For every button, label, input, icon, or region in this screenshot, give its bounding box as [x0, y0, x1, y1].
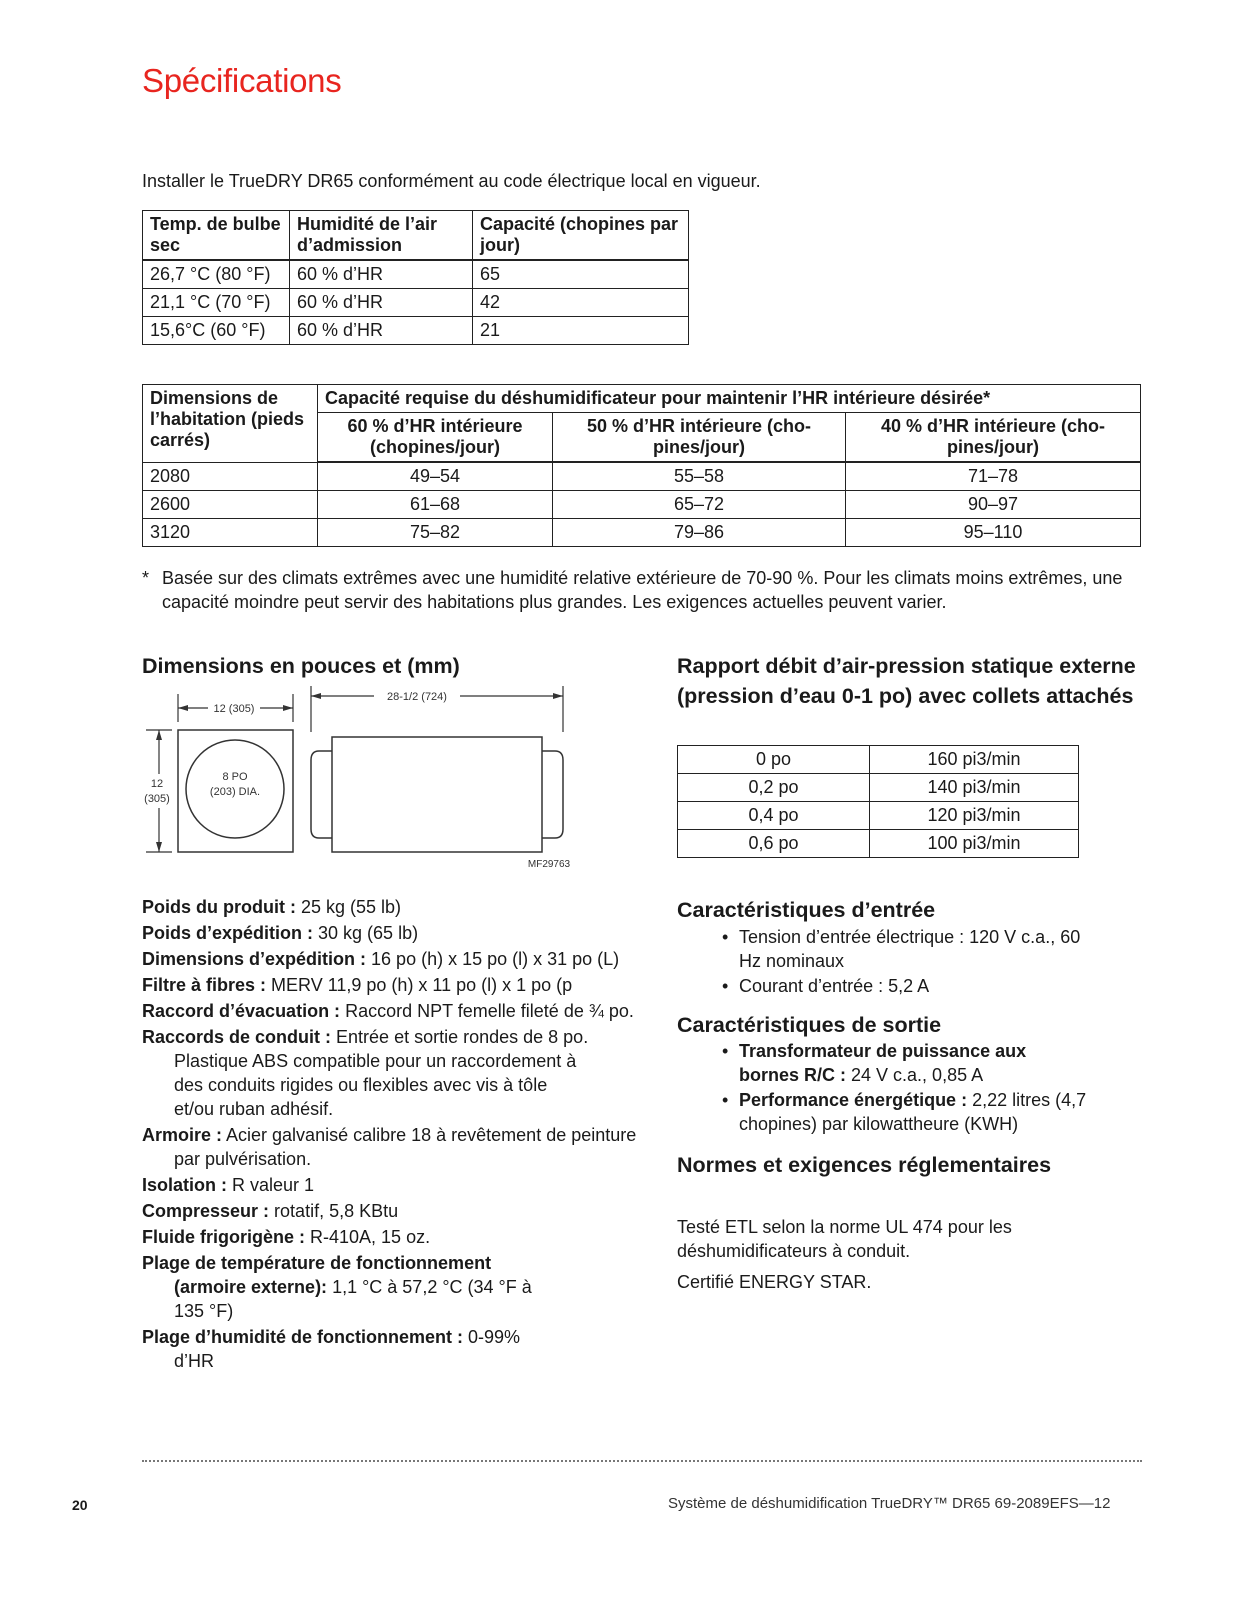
table-row: [143, 317, 689, 345]
table-cell: 71–78: [846, 462, 1141, 491]
table-subheader: 50 % d’HR intérieure (cho-pines/jour): [553, 413, 846, 463]
spec-value: 16 po (h) x 15 po (l) x 31 po (L): [366, 949, 620, 969]
table-row: [678, 746, 1079, 774]
intro-text: Installer le TrueDRY DR65 conformément au code électrique local en vigueur.: [142, 171, 761, 191]
table-cell: 60 % d’HR: [290, 317, 473, 345]
table-row: [143, 462, 1141, 491]
table-row: [143, 289, 689, 317]
dimensions-heading: Dimensions en pouces et (mm): [142, 654, 460, 678]
table-cell: 75–82: [318, 519, 553, 547]
table-cell: 49–54: [318, 462, 553, 491]
table-subheader: 40 % d’HR intérieure (cho-pines/jour): [846, 413, 1141, 463]
spec-value: 0-99% d’HR: [174, 1327, 521, 1371]
spec-item: [142, 1025, 652, 1121]
table-cell: 0 po: [678, 746, 870, 774]
table-row: [143, 491, 1141, 519]
input-characteristics-list: [722, 926, 1122, 1001]
list-item-label: Transformateur de puissance aux bornes R/C :: [739, 1041, 1027, 1085]
spec-item: [142, 895, 652, 919]
spec-value: Entrée et sortie rondes de 8 po. Plastique ABS compatible pour un raccordement à des conduits rigides ou flexibles avec vis à tôle et/ou ruban adhésif.: [174, 1027, 589, 1119]
table-cell: 120 pi3/min: [870, 802, 1079, 830]
footnote-marker: *: [142, 568, 150, 588]
specs-list: [142, 895, 652, 1375]
list-item-label: Performance énergétique :: [739, 1090, 968, 1110]
dimension-diagram: [136, 684, 586, 874]
output-characteristics-list: [722, 1040, 1142, 1138]
table-cell: 15,6°C (60 °F): [143, 317, 290, 345]
list-item: • Tension d’entrée électrique : 120 V c.a., 60 Hz nominaux: [722, 926, 1122, 973]
table-cell: 60 % d’HR: [290, 260, 473, 289]
circle-label: 8 PO: [222, 771, 248, 783]
input-characteristics-heading: Caractéristiques d’entrée: [677, 898, 936, 922]
width-label: 12 (305): [213, 703, 255, 715]
length-label: 28-1/2 (724): [387, 691, 447, 703]
spec-label: Raccord d’évacuation :: [142, 1001, 341, 1021]
airflow-table: [677, 745, 1079, 858]
table-row: [678, 802, 1079, 830]
table-header: Capacité requise du déshumidificateur pour maintenir l’HR intérieure désirée*: [318, 385, 1141, 413]
table-header: Temp. de bulbe sec: [143, 211, 290, 261]
spec-item: [142, 921, 652, 945]
table-cell: 79–86: [553, 519, 846, 547]
page-number: 20: [72, 1497, 88, 1513]
table-cell: 0,6 po: [678, 830, 870, 858]
page-title: Spécifications: [142, 62, 342, 99]
list-item-value: 24 V c.a., 0,85 A: [846, 1064, 984, 1085]
footnote-text: Basée sur des climats extrêmes avec une humidité relative extérieure de 70-90 %. Pour les climats moins extrêmes, une capacité moindre peut servir des habitations plus grandes. Les exigences actuelles peuvent varier.: [162, 568, 1123, 612]
list-item-value: 2,22 litres (4,7 chopines) par kilowattheure (KWH): [739, 1090, 1087, 1134]
table-row: [678, 774, 1079, 802]
spec-label: Fluide frigorigène :: [142, 1227, 306, 1247]
table-cell: 65: [473, 260, 689, 289]
spec-item: [142, 1325, 652, 1373]
spec-item: [142, 973, 652, 997]
standards-text: Testé ETL selon la norme UL 474 pour les déshumidificateurs à conduit.: [677, 1217, 1012, 1261]
spec-label: Raccords de conduit :: [142, 1027, 332, 1047]
list-item: [722, 1040, 1142, 1087]
table-cell: 140 pi3/min: [870, 774, 1079, 802]
spec-label: Poids d’expédition :: [142, 923, 314, 943]
spec-value: 30 kg (65 lb): [313, 923, 419, 943]
table-header-row: [143, 385, 1141, 413]
required-capacity-table: [142, 384, 1141, 547]
table-header-row: [143, 211, 689, 261]
spec-item: [142, 1251, 652, 1323]
footer-divider: [142, 1460, 1142, 1462]
table-cell: 60 % d’HR: [290, 289, 473, 317]
table-row: [143, 260, 689, 289]
list-item: [722, 1089, 1142, 1136]
spec-value: Raccord NPT femelle fileté de ¾ po.: [340, 1001, 634, 1021]
spec-item: [142, 1173, 652, 1197]
list-item: • Courant d’entrée : 5,2 A: [722, 975, 1122, 999]
footnote: [142, 566, 1142, 614]
table-cell: 21,1 °C (70 °F): [143, 289, 290, 317]
spec-label: Plage de température de fonctionnement (armoire externe):: [142, 1253, 492, 1297]
spec-label: Poids du produit :: [142, 897, 296, 917]
figure-id: MF29763: [527, 859, 571, 870]
spec-value: Acier galvanisé calibre 18 à revêtement de peinture par pulvérisation.: [174, 1125, 637, 1169]
airflow-heading: Rapport débit d’air-pression statique externe (pression d’eau 0-1 po) avec collets attachés: [677, 654, 1136, 708]
table-header: Dimensions de l’habitation (pieds carrés): [143, 385, 318, 463]
spec-value: R valeur 1: [227, 1175, 315, 1195]
table-header: Humidité de l’air d’admission: [290, 211, 473, 261]
table-row: [678, 830, 1079, 858]
table-cell: 42: [473, 289, 689, 317]
table-cell: 26,7 °C (80 °F): [143, 260, 290, 289]
table-cell: 3120: [143, 519, 318, 547]
spec-label: Dimensions d’expédition :: [142, 949, 367, 969]
spec-value: 1,1 °C à 57,2 °C (34 °F à 135 °F): [174, 1277, 532, 1321]
height-label: 12: [150, 778, 164, 790]
spec-item: [142, 1199, 652, 1223]
spec-label: Isolation :: [142, 1175, 227, 1195]
height-label-mm: (305): [144, 793, 170, 805]
output-characteristics-heading: Caractéristiques de sortie: [677, 1013, 942, 1037]
footer-text: Système de déshumidification TrueDRY™ DR65 69-2089EFS—12: [668, 1495, 1111, 1512]
spec-label: Compresseur :: [142, 1201, 270, 1221]
table-subheader: 60 % d’HR intérieure (chopines/jour): [318, 413, 553, 463]
table-cell: 65–72: [553, 491, 846, 519]
spec-item: [142, 999, 652, 1023]
spec-label: Armoire :: [142, 1125, 223, 1145]
capacity-table: [142, 210, 689, 345]
spec-item: [142, 947, 652, 971]
spec-value: MERV 11,9 po (h) x 11 po (l) x 1 po (p: [266, 975, 573, 995]
table-cell: 100 pi3/min: [870, 830, 1079, 858]
standards-heading: Normes et exigences réglementaires: [677, 1153, 1052, 1177]
table-cell: 90–97: [846, 491, 1141, 519]
table-cell: 2600: [143, 491, 318, 519]
table-cell: 95–110: [846, 519, 1141, 547]
table-cell: 2080: [143, 462, 318, 491]
spec-item: [142, 1123, 652, 1171]
spec-label: Plage d’humidité de fonctionnement :: [142, 1327, 464, 1347]
table-header: Capacité (chopines par jour): [473, 211, 689, 261]
spec-value: rotatif, 5,8 KBtu: [269, 1201, 399, 1221]
table-cell: 0,4 po: [678, 802, 870, 830]
circle-diameter-label: (203) DIA.: [209, 786, 261, 798]
spec-label: Filtre à fibres :: [142, 975, 267, 995]
spec-value: 25 kg (55 lb): [295, 897, 402, 917]
table-cell: 160 pi3/min: [870, 746, 1079, 774]
energy-star-text: Certifié ENERGY STAR.: [677, 1272, 872, 1292]
table-cell: 55–58: [553, 462, 846, 491]
spec-value: R-410A, 15 oz.: [305, 1227, 431, 1247]
table-row: [143, 519, 1141, 547]
table-cell: 0,2 po: [678, 774, 870, 802]
table-cell: 21: [473, 317, 689, 345]
spec-item: [142, 1225, 652, 1249]
table-cell: 61–68: [318, 491, 553, 519]
